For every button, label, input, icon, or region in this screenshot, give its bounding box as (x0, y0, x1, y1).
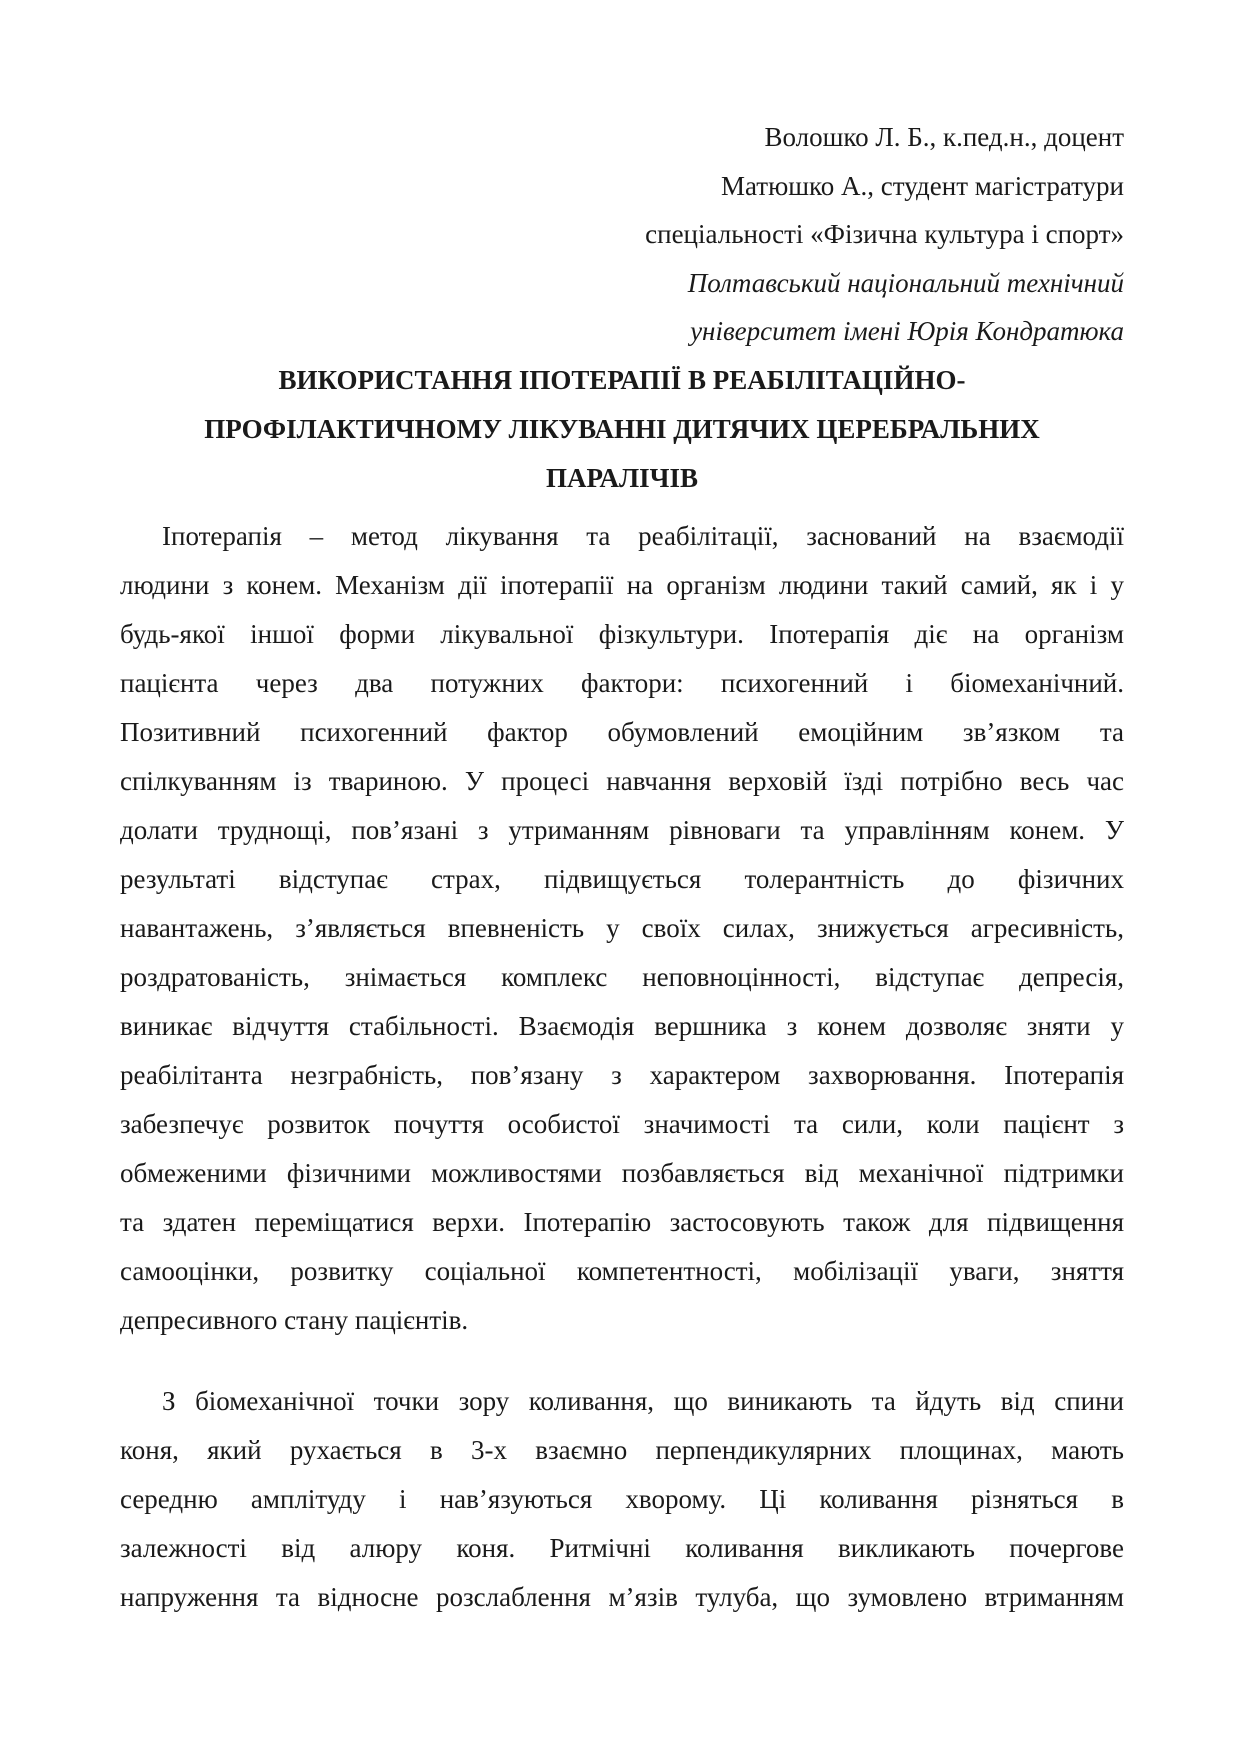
paragraph-1-line: забезпечує розвиток почуття особистої значимості та сили, коли пацієнт з (120, 1109, 1124, 1139)
affiliation-line-2: університет імені Юрія Кондратюка (690, 316, 1124, 346)
paragraph-1-line: результаті відступає страх, підвищується толерантність до фізичних (120, 864, 1124, 894)
author-line-2: Матюшко А., студент магістратури (721, 170, 1124, 201)
paragraph-2 (120, 1377, 1124, 1622)
paragraph-1-line: та здатен переміщатися верхи. Іпотерапію застосовують також для підвищення (120, 1207, 1124, 1237)
affiliation-line-1: Полтавський національний технічний (687, 267, 1124, 298)
author-block (120, 113, 1124, 356)
paragraph-1-line: пацієнта через два потужних фактори: психогенний і біомеханічний. (120, 668, 1124, 698)
paragraph-1-line: обмеженими фізичними можливостями позбавляється від механічної підтримки (120, 1158, 1124, 1188)
paragraph-1-line: роздратованість, знімається комплекс неповноцінності, відступає депресія, (120, 962, 1124, 992)
paragraph-2-line: середню амплітуду і нав’язуються хворому. Ці коливання різняться в (120, 1484, 1124, 1514)
paragraph-1-line: будь-якої іншої форми лікувальної фізкультури. Іпотерапія діє на організм (120, 619, 1124, 649)
paragraph-2-line: коня, який рухається в 3-х взаємно перпендикулярних площинах, мають (120, 1435, 1124, 1465)
paragraph-2-line: залежності від алюру коня. Ритмічні коливання викликають почергове (120, 1533, 1124, 1563)
paragraph-1-line: Іпотерапія – метод лікування та реабілітації, заснований на взаємодії (162, 521, 1124, 551)
paragraph-1-line: реабілітанта незграбність, пов’язану з характером захворювання. Іпотерапія (120, 1060, 1124, 1090)
author-line-3: спеціальності «Фізична культура і спорт» (645, 219, 1124, 249)
paragraph-1-line: долати труднощі, пов’язані з утриманням рівноваги та управлінням конем. У (120, 815, 1124, 845)
paragraph-1-line: спілкуванням із твариною. У процесі навчання верховій їзді потрібно весь час (120, 766, 1124, 796)
paragraph-2-line: напруження та відносне розслаблення м’язів тулуба, що зумовлено втриманням (120, 1582, 1124, 1612)
paragraph-1-line: навантажень, з’являється впевненість у своїх силах, знижується агресивність, (120, 913, 1124, 943)
article-title (120, 356, 1124, 503)
title-line-1: ВИКОРИСТАННЯ ІПОТЕРАПІЇ В РЕАБІЛІТАЦІЙНО- (278, 365, 966, 395)
paragraph-1-line: Позитивний психогенний фактор обумовлений емоційним зв’язком та (120, 717, 1124, 747)
paragraph-1-line: депресивного стану пацієнтів. (120, 1305, 469, 1335)
title-line-2: ПРОФІЛАКТИЧНОМУ ЛІКУВАННІ ДИТЯЧИХ ЦЕРЕБРАЛЬНИХ (204, 414, 1040, 444)
paragraph-2-line: З біомеханічної точки зору коливання, що виникають та йдуть від спини (162, 1386, 1124, 1416)
title-line-3: ПАРАЛІЧІВ (546, 463, 698, 493)
author-line-1: Волошко Л. Б., к.пед.н., доцент (764, 122, 1124, 152)
paragraph-1-line: людини з конем. Механізм дії іпотерапії на організм людини такий самий, як і у (120, 570, 1124, 600)
paragraph-1-line: самооцінки, розвитку соціальної компетентності, мобілізації уваги, зняття (120, 1256, 1124, 1286)
paragraph-1-line: виникає відчуття стабільності. Взаємодія вершника з конем дозволяє зняти у (120, 1011, 1124, 1041)
paragraph-1 (120, 512, 1124, 1345)
